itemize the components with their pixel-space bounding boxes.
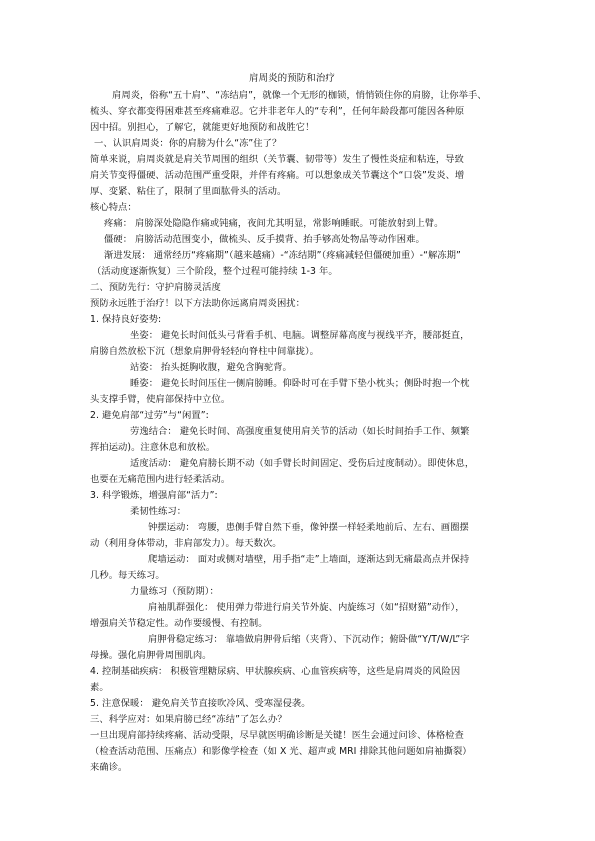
subheading: 核心特点： — [90, 202, 137, 213]
paragraph-line: 厚、变紧、粘住了，限制了里面肱骨头的活动。 — [90, 186, 287, 197]
list-item: 爬墙运动： 面对或侧对墙壁，用手指“走”上墙面，逐渐达到无痛最高点并保持 — [148, 554, 470, 565]
list-item: 头支撑手臂，使肩部保持中立位。 — [90, 394, 231, 405]
list-item: 疼痛： 肩膀深处隐隐作痛或钝痛，夜间尤其明显，常影响睡眠。可能放射到上臂。 — [104, 218, 444, 229]
list-item: （活动度逐渐恢复）三个阶段，整个过程可能持续 1-3 年。 — [92, 266, 338, 277]
paragraph-line: 梳头、穿衣都变得困难甚至疼痛难忍。它并非老年人的“专利”，任何年龄段都可能因各种原 — [90, 106, 465, 117]
list-item: 动（利用身体带动，非肩部发力）。每天数次。 — [90, 538, 282, 549]
document-title: 肩周炎的预防和治疗 — [249, 73, 335, 84]
list-item: 几秒。每天练习。 — [90, 570, 165, 581]
numbered-item: 4. 控制基础疾病： 积极管理糖尿病、甲状腺疾病、心血管疾病等，这些是肩周炎的风险因 — [90, 666, 461, 677]
paragraph-line: 因中招。别担心，了解它，就能更好地预防和战胜它！ — [90, 122, 315, 133]
section-heading: 一、认识肩周炎：你的肩膀为什么“冻”住了？ — [94, 138, 282, 149]
paragraph-line: 预防永远胜于治疗！以下方法助你远离肩周炎困扰： — [90, 298, 305, 309]
list-item: 睡姿： 避免长时间压住一侧肩膀睡。仰卧时可在手臂下垫小枕头；侧卧时抱一个枕 — [130, 378, 470, 389]
list-item: 肩胛骨稳定练习： 靠墙做肩胛骨后缩（夹背）、下沉动作；俯卧做“Y/T/W/L”字 — [148, 634, 470, 645]
paragraph-line: 简单来说，肩周炎就是肩关节周围的组织（关节囊、韧带等）发生了慢性炎症和粘连，导致 — [90, 154, 464, 165]
paragraph-line: 肩周炎，俗称“五十肩”、“冻结肩”，就像一个无形的枷锁，悄悄锁住你的肩膀，让你举手、 — [112, 90, 487, 101]
paragraph-line: 一旦出现肩部持续疼痛、活动受限，尽早就医明确诊断是关键！医生会通过问诊、体格检查 — [90, 730, 464, 741]
list-item: 劳逸结合： 避免长时间、高强度重复使用肩关节的活动（如长时间抬手工作、频繁 — [130, 426, 470, 437]
list-item: 钟摆运动： 弯腰，患侧手臂自然下垂，像钟摆一样轻柔地前后、左右、画圈摆 — [148, 522, 469, 533]
numbered-item: 3. 科学锻炼，增强肩部“活力”: — [90, 490, 218, 501]
list-item: 肩袖肌群强化： 使用弹力带进行肩关节外旋、内旋练习（如“招财猫”动作）， — [148, 602, 465, 613]
section-heading: 二、预防先行：守护肩膀灵活度 — [90, 282, 221, 293]
list-item: 渐进发展： 通常经历“疼痛期”（越来越痛）-“冻结期”（疼痛减轻但僵硬加重）-“解冻期” — [104, 250, 461, 261]
paragraph-line: 来确诊。 — [90, 762, 128, 773]
paragraph-line: 肩关节变得僵硬、活动范围严重受限，并伴有疼痛。可以想象成关节囊这个“口袋”发炎、增 — [90, 170, 465, 181]
list-item: 母操。强化肩胛骨周围肌肉。 — [90, 650, 212, 661]
paragraph-line: （检查活动范围、压痛点）和影像学检查（如 X 光、超声或 MRI 排除其他问题如肩袖撕裂） — [90, 746, 472, 757]
list-item: 肩膀自然放松下沉（想象肩胛骨轻轻向脊柱中间靠拢）。 — [90, 346, 320, 357]
list-item: 僵硬： 肩膀活动范围变小，做梳头、反手摸背、抬手够高处物品等动作困难。 — [104, 234, 425, 245]
list-item: 增强肩关节稳定性。动作要缓慢、有控制。 — [90, 618, 268, 629]
list-item: 坐姿： 避免长时间低头弓背看手机、电脑。调整屏幕高度与视线平齐，腰部挺直， — [130, 330, 470, 341]
numbered-item: 2. 避免肩部“过劳”与“闲置”: — [90, 410, 209, 421]
list-item: 挥拍运动)。注意休息和放松。 — [90, 442, 216, 453]
numbered-item: 1. 保持良好姿势: — [90, 314, 162, 325]
numbered-item: 素。 — [90, 682, 109, 693]
subheading: 柔韧性练习： — [130, 506, 187, 517]
subheading: 力量练习（预防期）： — [130, 586, 219, 597]
list-item: 适度活动： 避免肩膀长期不动（如手臂长时间固定、受伤后过度制动）。即使休息， — [130, 458, 475, 469]
numbered-item: 5. 注意保暖： 避免肩关节直接吹冷风、受寒湿侵袭。 — [90, 698, 311, 709]
section-heading: 三、科学应对：如果肩膀已经“冻结”了怎么办？ — [90, 714, 287, 725]
list-item: 也要在无痛范围内进行轻柔活动。 — [90, 474, 231, 485]
list-item: 站姿： 抬头挺胸收腹，避免含胸驼背。 — [130, 362, 292, 373]
